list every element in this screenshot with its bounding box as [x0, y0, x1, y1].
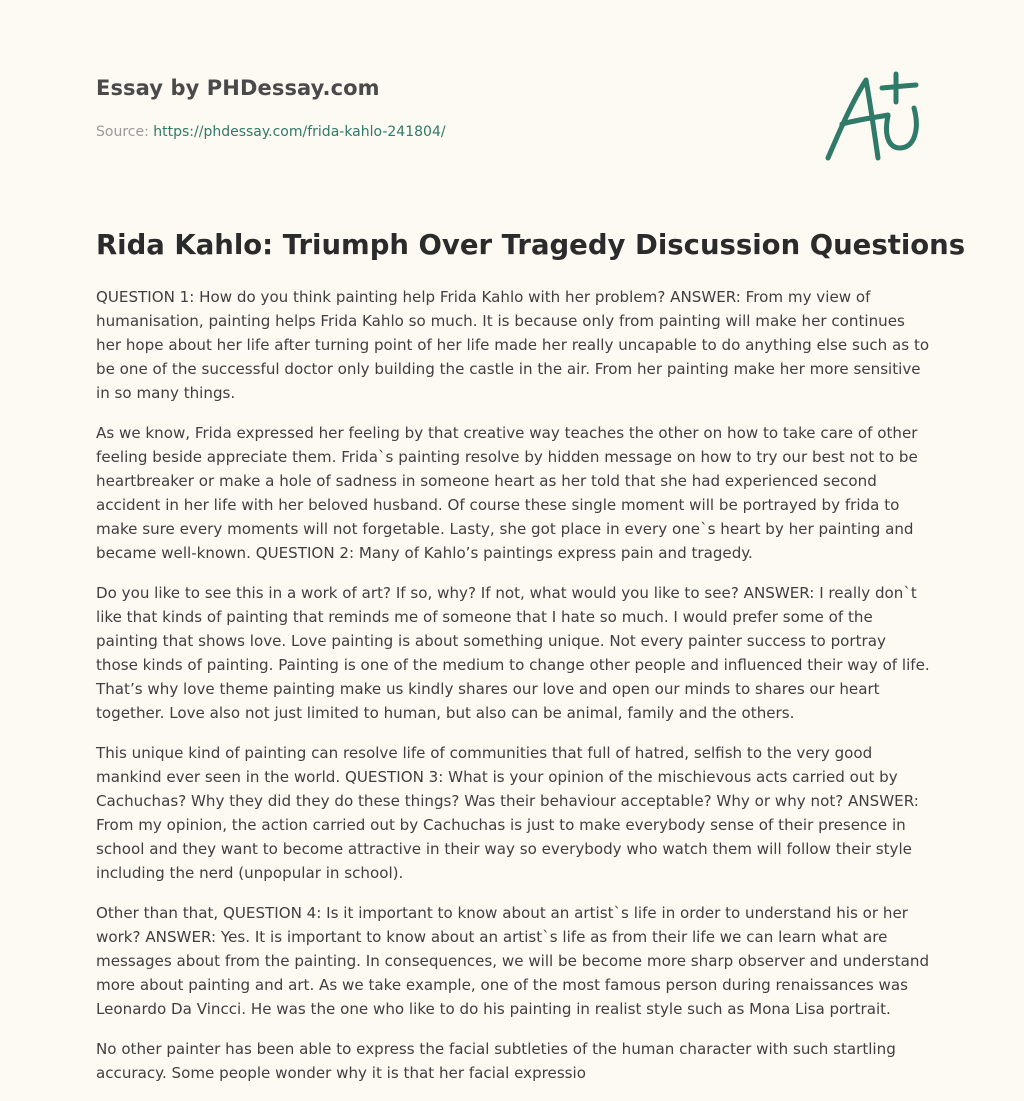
essay-title: Rida Kahlo: Triumph Over Tragedy Discussion Questions [96, 229, 966, 261]
source-link[interactable]: https://phdessay.com/frida-kahlo-241804/ [153, 124, 446, 140]
essay-paragraph: This unique kind of painting can resolve life of communities that full of hatred, selfish to the very good mankind ever seen in the world. QUESTION 3: What is your opinion of the mischievous acts carried out by Cachuchas? Why they did they do these things? Was their behaviour acceptable? Why or why not? ANSWER: From my opinion, the action carried out by Cachuchas is just to make everybody sense of their presence in school and they want to become attractive in their way so everybody who watch them will follow their style including the nerd (unpopular in school). [96, 744, 919, 882]
source-label: Source: [96, 124, 149, 140]
brand-title: Essay by PHDessay.com [96, 76, 380, 100]
essay-body [96, 285, 930, 1101]
essay-paragraph: No other painter has been able to express the facial subtleties of the human character with such startling accuracy. Some people wonder why it is that her facial expressio [96, 1040, 896, 1082]
a-plus-grade-icon [818, 68, 930, 168]
essay-paragraph: As we know, Frida expressed her feeling by that creative way teaches the other on how to take care of other feeling beside appreciate them. Frida`s painting resolve by hidden message on how to try our best not to be heartbreaker or make a hole of sadness in someone heart as her told that she had experienced second accident in her life with her beloved husband. Of course these single moment will be portrayed by frida to make sure every moments will not forgetable. Lasty, she got place in every one`s heart by her painting and became well-known. QUESTION 2: Many of Kahlo’s paintings express pain and tragedy. [96, 424, 918, 562]
essay-paragraph: Other than that, QUESTION 4: Is it important to know about an artist`s life in order to understand his or her work? ANSWER: Yes. It is important to know about an artist`s life as from their life we can learn what are messages about from the painting. In consequences, we will be become more sharp observer and understand more about painting and art. As we take example, one of the most famous person during renaissances was Leonardo Da Vincci. He was the one who like to do his painting in realist style such as Mona Lisa portrait. [96, 904, 930, 1018]
essay-paragraph: QUESTION 1: How do you think painting help Frida Kahlo with her problem? ANSWER: From my view of humanisation, painting helps Frida Kahlo so much. It is because only from painting will make her continues her hope about her life after turning point of her life made her really uncapable to do anything else such as to be one of the successful doctor only building the castle in the air. From her painting make her more sensitive in so many things. [96, 288, 930, 402]
essay-paragraph: Do you like to see this in a work of art? If so, why? If not, what would you like to see? ANSWER: I really don`t like that kinds of painting that reminds me of someone that I hate so much. I would prefer some of the painting that shows love. Love painting is about something unique. Not every painter success to portray those kinds of painting. Painting is one of the medium to change other people and influenced their way of life. That’s why love theme painting make us kindly shares our love and open our minds to shares our heart together. Love also not just limited to human, but also can be animal, family and the others. [96, 584, 930, 722]
source-line [96, 124, 446, 140]
